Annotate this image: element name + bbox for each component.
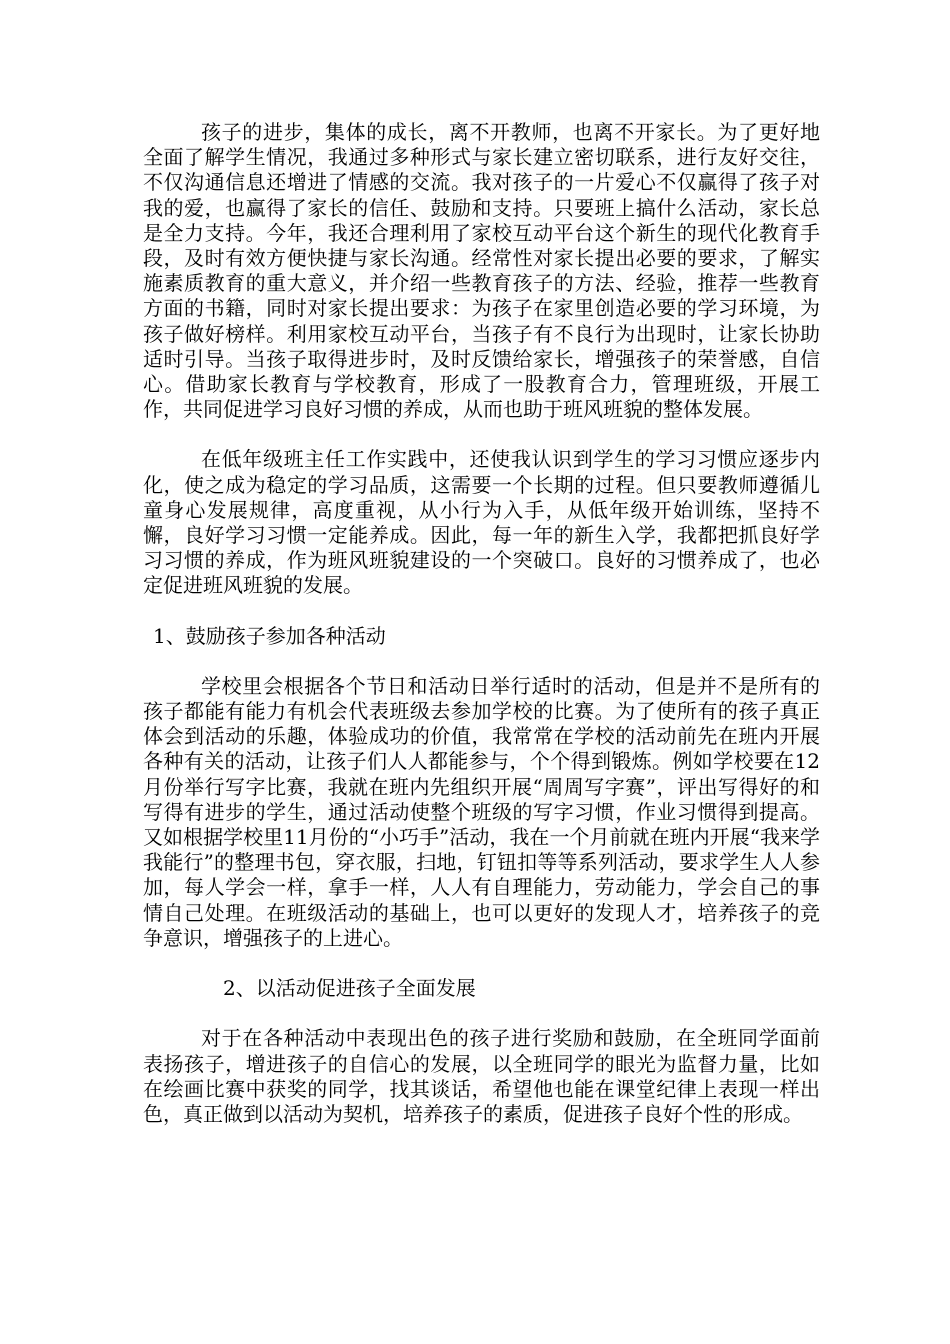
paragraph-parent-communication: 孩子的进步，集体的成长，离不开教师，也离不开家长。为了更好地全面了解学生情况，我通过多种形式与家长建立密切联系，进行友好交往，不仅沟通信息还增进了情感的交流。我对孩子的一片爱心不仅赢得了孩子对我的爱，也赢得了家长的信任、鼓励和支持。只要班上搞什么活动，家长总是全力支持。今年，我还合理利用了家校互动平台这个新生的现代化教育手段，及时有效方便快捷与家长沟通。经常性对家长提出必要的要求，了解实施素质教育的重大意义，并介绍一些教育孩子的方法、经验，推荐一些教育方面的书籍，同时对家长提出要求：为孩子在家里创造必要的学习环境，为孩子做好榜样。利用家校互动平台，当孩子有不良行为出现时，让家长协助适时引导。当孩子取得进步时，及时反馈给家长，增强孩子的荣誉感，自信心。借助家长教育与学校教育，形成了一股教育合力，管理班级，开展工作，共同促进学习良好习惯的养成，从而也助于班风班貌的整体发展。 — [143, 120, 820, 422]
paragraph-gap — [143, 951, 820, 976]
paragraph-class-activities: 学校里会根据各个节日和活动日举行适时的活动，但是并不是所有的孩子都能有能力有机会代表班级去参加学校的比赛。为了使所有的孩子真正体会到活动的乐趣，体验成功的价值，我常常在学校的活动前先在班内开展各种有关的活动，让孩子们人人都能参与，个个得到锻炼。例如学校要在12月份举行写字比赛，我就在班内先组织开展“周周写字赛”，评出写得好的和写得有进步的学生，通过活动使整个班级的写字习惯，作业习惯得到提高。又如根据学校里11月份的“小巧手”活动，我在一个月前就在班内开展“我来学我能行”的整理书包，穿衣服，扫地，钉钮扣等等系列活动，要求学生人人参加，每人学会一样，拿手一样，人人有自理能力，劳动能力，学会自己的事情自己处理。在班级活动的基础上，也可以更好的发现人才，培养孩子的竞争意识，增强孩子的上进心。 — [143, 673, 820, 950]
section-heading-2: 2、以活动促进孩子全面发展 — [223, 976, 476, 1001]
paragraph-rewards: 对于在各种活动中表现出色的孩子进行奖励和鼓励，在全班同学面前表扬孩子，增进孩子的自信心的发展，以全班同学的眼光为监督力量，比如在绘画比赛中获奖的同学，找其谈话，希望他也能在课堂纪律上表现一样出色，真正做到以活动为契机，培养孩子的素质，促进孩子良好个性的形成。 — [143, 1026, 820, 1126]
paragraph-gap — [143, 649, 820, 674]
paragraph-gap — [143, 599, 820, 624]
paragraph-gap — [143, 1001, 820, 1026]
paragraph-gap — [143, 422, 820, 447]
paragraph-study-habits: 在低年级班主任工作实践中，还使我认识到学生的学习习惯应逐步内化，使之成为稳定的学习品质，这需要一个长期的过程。但只要教师遵循儿童身心发展规律，高度重视，从小行为入手，从低年级开始训练，坚持不懈，良好学习习惯一定能养成。因此，每一年的新生入学，我都把抓良好学习习惯的养成，作为班风班貌建设的一个突破口。良好的习惯养成了，也必定促进班风班貌的发展。 — [143, 447, 820, 598]
document-body — [143, 120, 820, 1127]
section-heading-1: 1、鼓励孩子参加各种活动 — [153, 623, 386, 648]
